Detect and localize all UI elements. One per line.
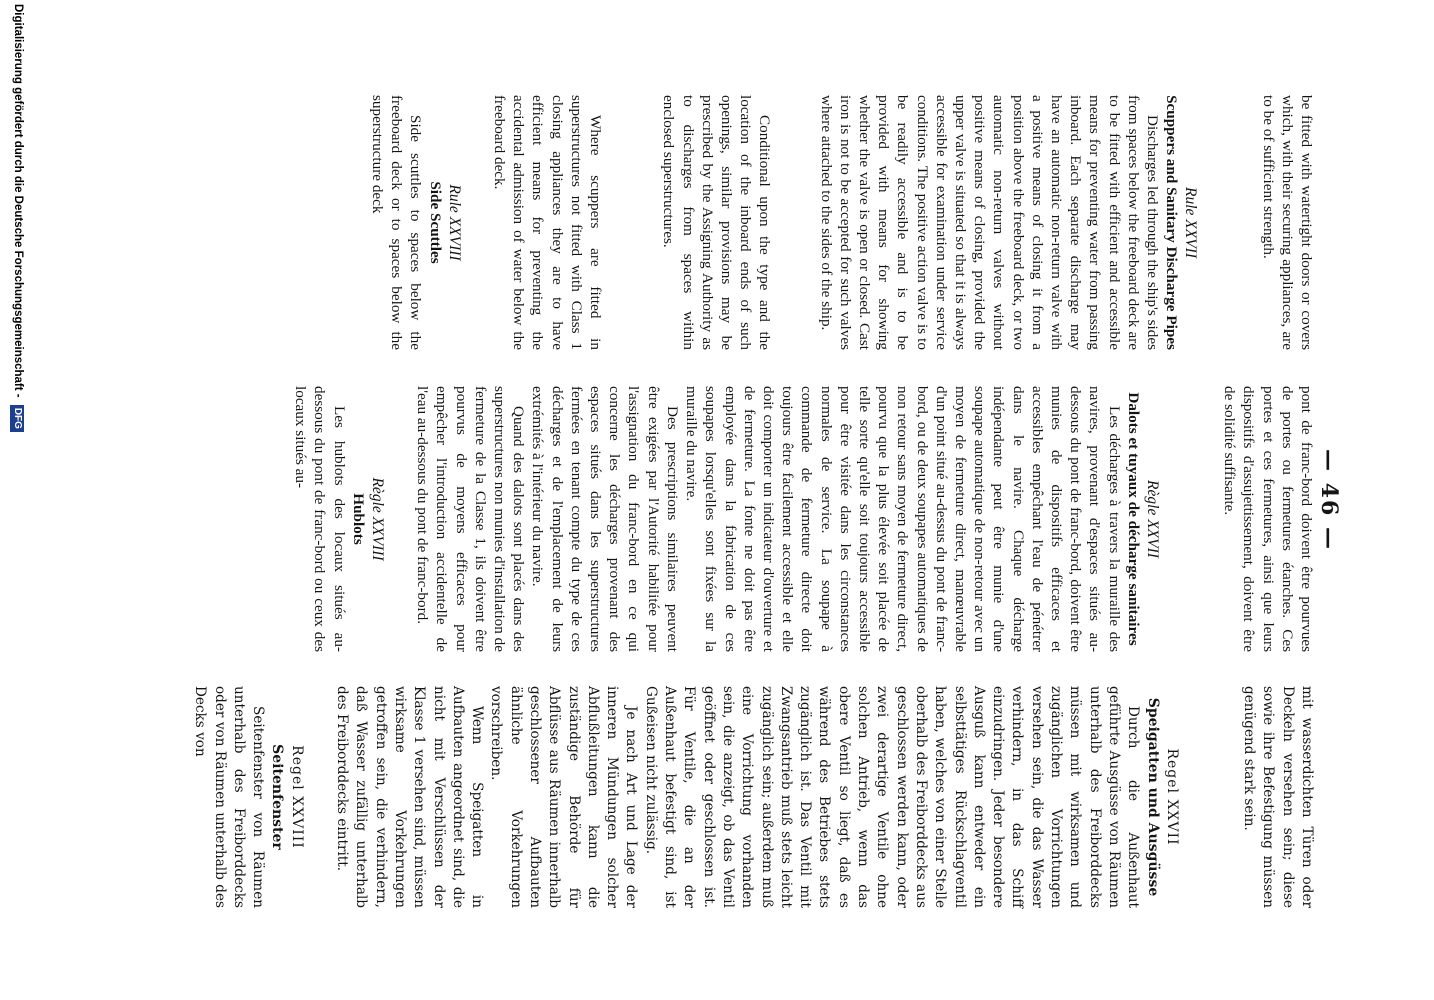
column-english xyxy=(368,95,1316,350)
page-number: — 46 — xyxy=(1316,449,1342,551)
rule-title: Scuppers and Sanitary Discharge Pipes xyxy=(1163,95,1181,350)
paragraph: Je nach Art und Lage der inneren Mündungen solcher Abflußleitungen kann die zuständige Behörde für Abflüsse aus Räumen innerhalb geschlossener Aufbauten ähnliche Vorkehrungen vorschreiben. xyxy=(488,686,640,908)
paragraph: Discharges led through the ship's sides from spaces below the freeboard deck are to be fitted with efficient and accessible means for preventing water from passing inboard. Each separate discharge may have an automatic non-return valve with a positive means of closing it from a position above the freeboard deck, or two automatic non-return valves without positive means of closing, provided the upper valve is situated so that it is always accessible for examination under service conditions. The positive action valve is to be readily accessible and is to be provided with means for showing whether the valve is open or closed. Cast iron is not to be accepted for such valves where attached to the sides of the ship. xyxy=(817,95,1161,350)
paragraph: Quand des dalots sont placés dans des superstructures non munies d'installation de fermeture de la Classe 1, ils doivent être pourvus de moyens efficaces pour empêcher l'introduction accidentelle de l'eau au-dessous du pont de franc-bord. xyxy=(414,386,528,652)
rule-title: Hublots xyxy=(349,493,367,545)
paragraph: Wenn Speigatten in Aufbauten angeordnet sind, die nicht mit Verschlüssen der Klasse 1 versehen sind, müssen wirksame Vorkehrungen getroffen sein, die verhindern, daß Wasser zufällig unterhalb des Freiborddecks eintritt. xyxy=(334,686,486,908)
rule-heading: Rule XXVII xyxy=(1182,186,1200,258)
digitization-credit xyxy=(10,0,24,1000)
rule-heading: Règle XXVII xyxy=(1143,480,1161,558)
rule-heading: Rule XXVIII xyxy=(445,184,463,261)
paragraph-continuation: be fitted with watertight doors or covers which, with their securing appliances, are to be of sufficient strength. xyxy=(1259,95,1315,350)
paragraph: Conditional upon the type and the location of the inboard ends of such openings, similar provisions may be prescribed by the Assigning Authority as to discharges from spaces within enclosed superstructures. xyxy=(660,95,774,350)
dfg-logo: DFG xyxy=(10,405,24,432)
paragraph: Seitenfenster von Räumen unterhalb des Freiborddecks oder von Räumen unterhalb des Decks von xyxy=(192,686,267,908)
paragraph: Side scuttles to spaces below the freeboard deck or to spaces below the superstructure deck xyxy=(369,95,425,350)
paragraph: Where scuppers are fitted in superstructures not fitted with Class 1 closing appliances they are to have efficient means for preventing the accidental admission of water below the freeboard deck. xyxy=(491,95,605,350)
rule-title: Seitenfenster xyxy=(269,744,286,850)
rule-heading: Règle XXVIII xyxy=(369,477,387,561)
rule-heading: Regel XXVIII xyxy=(288,745,305,849)
column-french xyxy=(291,386,1316,652)
column-german xyxy=(190,686,1316,908)
paragraph: Durch die Außenhaut geführte Ausgüsse von Räumen unterhalb des Freiborddecks müssen mit wirksamen und zugänglichen Vorrichtungen versehen sein, die das Wasser verhindern, in das Schiff einzudringen. Jeder besondere Ausguß kann entweder ein selbsttätiges Rückschlagventil haben, welches von einer Stelle oberhalb des Freiborddecks aus geschlossen werden kann, oder zwei derartige Ventile ohne solchen Antrieb, wenn das obere Ventil so liegt, daß es während des Betriebes stets zugänglich ist. Das Ventil mit Zwangsantrieb muß stets leicht zugänglich sein; außerdem muß eine Vorrichtung vorhanden sein, die anzeigt, ob das Ventil geöffnet oder geschlossen ist. Für Ventile, die an der Außenhaut befestigt sind, ist Gußeisen nicht zulässig. xyxy=(642,686,1142,908)
paragraph: Des prescriptions similaires peuvent être exigées par l'Autorité habilitée pour l'assignation du franc-bord en ce qui concerne les décharges provenant des espaces situés dans les superstructures fermées en tenant compte du type de ces décharges et de l'emplacement de leurs extrémités à l'intérieur du navire. xyxy=(529,386,681,652)
paragraph-continuation: pont de franc-bord doivent être pourvues de portes ou fermetures étanches. Ces portes et ces fermetures, ainsi que leurs dispositifs d'assujettissement, doivent être de solidité suffisante. xyxy=(1221,386,1315,652)
rule-heading: Regel XXVII xyxy=(1163,748,1180,846)
paragraph: Les décharges à travers la muraille des navires, provenant d'espaces situés au-dessous du pont de franc-bord, doivent être munies de dispositifs efficaces et accessibles empêchant l'eau de pénétrer dans le navire. Chaque décharge indépendante peut être munie d'une soupape automatique de non-retour avec un moyen de fermeture direct, manœuvrable d'un point situé au-dessus du pont de franc-bord, ou de deux soupapes automatiques de non retour sans moyen de fermeture direct, pourvu que la plus élevée soit placée de telle sorte qu'elle soit toujours accessible pour être visitée dans les circonstances normales de service. La soupape à commande de fermeture directe doit toujours être facilement accessible et elle doit comporter un indicateur d'ouverture et de fermeture. La fonte ne doit pas être employée dans la fabrication de ces soupapes lorsqu'elles sont fixées sur la muraille du navire. xyxy=(683,386,1123,652)
paragraph: Les hublots des locaux situés au-dessous du pont de franc-bord ou ceux des locaux situés au- xyxy=(292,386,348,652)
rule-title: Side Scuttles xyxy=(426,181,444,264)
rule-title: Dalots et tuyaux de décharge sanitaires xyxy=(1124,392,1142,646)
credit-text: Digitalisierung gefördert durch die Deutsche Forschungsgemeinschaft - xyxy=(12,4,24,398)
rule-title: Speigatten und Ausgüsse xyxy=(1144,697,1161,897)
paragraph-continuation: mit wasserdichten Türen oder Deckeln versehen sein; diese sowie ihre Befestigung müssen genügend stark sein. xyxy=(1241,686,1315,908)
